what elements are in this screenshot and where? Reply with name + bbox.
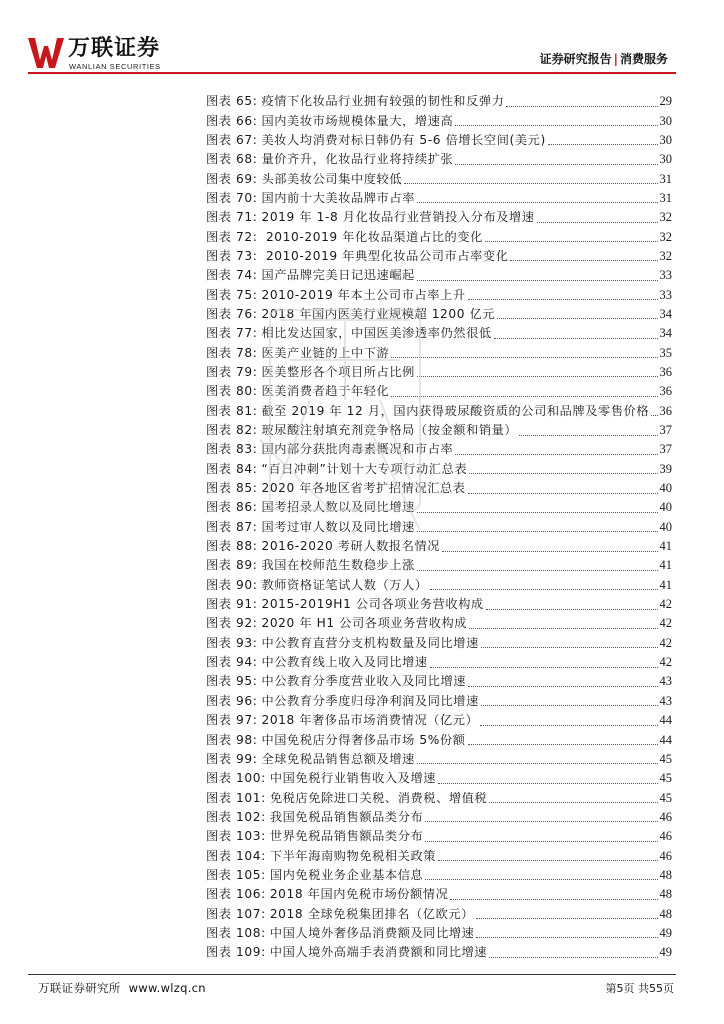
toc-row[interactable] [206,189,672,208]
toc-entry-label [206,769,436,788]
toc-figure-number: 图表 98: [206,732,258,747]
toc-entry-label [206,131,546,150]
toc-figure-number: 图表 91: [206,597,258,612]
toc-leader-dots [481,704,658,706]
toc-figure-number: 图表 105: [206,867,266,882]
toc-entry-label [206,189,415,208]
toc-figure-number: 图表 96: [206,693,258,708]
toc-row[interactable] [206,227,672,246]
toc-leader-dots [476,917,658,919]
toc-figure-number: 图表 86: [206,500,258,515]
toc-page-number: 33 [659,268,672,283]
toc-entry-label [206,498,415,517]
toc-leader-dots [417,762,658,764]
toc-figure-title: 2018 年国内免税市场份额情况 [269,887,449,902]
toc-row[interactable] [206,537,672,556]
toc-entry-label [206,305,495,324]
toc-entry-label [206,731,466,750]
toc-figure-title: 下半年海南购物免税相关政策 [269,848,437,863]
toc-row[interactable] [206,808,672,827]
toc-leader-dots [391,356,657,358]
toc-entry-label [206,905,474,924]
toc-figure-title: 医美消费者趋于年轻化 [261,384,390,399]
toc-entry-label [206,170,402,189]
toc-figure-number: 图表 102: [206,809,266,824]
toc-figure-title: 头部美妆公司集中度较低 [261,171,403,186]
toc-leader-dots [468,743,658,745]
toc-row[interactable] [206,402,672,421]
toc-figure-title: 我国在校师范生数稳步上涨 [261,558,415,573]
toc-page-number: 33 [659,287,672,302]
toc-page-number: 49 [659,945,672,960]
toc-leader-dots [425,878,657,880]
toc-page-number: 45 [659,790,672,805]
toc-leader-dots [391,395,657,397]
toc-leader-dots [519,434,657,436]
toc-page-number: 35 [659,345,672,360]
toc-page-number: 46 [659,829,672,844]
toc-entry-label [206,576,428,595]
toc-page-number: 44 [659,732,672,747]
toc-figure-number: 图表 108: [206,925,266,940]
toc-leader-dots [450,898,657,900]
toc-page-number: 31 [659,190,672,205]
toc-row[interactable] [206,324,672,343]
toc-figure-title: 中国免税店分得奢侈品市场 5%份额 [261,732,466,747]
toc-figure-title: 国内前十大美妆品牌市占率 [261,190,415,205]
toc-entry-label [206,556,415,575]
toc-figure-number: 图表 74: [206,268,258,283]
toc-figure-title: 中公教育分季度营业收入及同比增速 [261,674,467,689]
toc-figure-title: 中国免税行业销售收入及增速 [269,771,437,786]
table-of-figures [206,92,672,962]
toc-leader-dots [480,724,657,726]
toc-row[interactable] [206,266,672,285]
toc-leader-dots [468,685,657,687]
toc-row[interactable] [206,595,672,614]
toc-leader-dots [417,511,658,513]
toc-leader-dots [455,163,657,165]
toc-page-number: 37 [659,442,672,457]
toc-row[interactable] [206,827,672,846]
toc-figure-title: 2018 全球免税集团排名（亿欧元） [269,906,474,921]
toc-entry-label [206,266,415,285]
toc-leader-dots [494,337,658,339]
toc-leader-dots [438,782,657,784]
toc-figure-number: 图表 68: [206,152,258,167]
toc-figure-title: 中国人境外奢侈品消费额及同比增速 [269,925,475,940]
toc-figure-title: 2015-2019H1 公司各项业务营收构成 [261,597,484,612]
toc-leader-dots [438,859,657,861]
toc-page-number: 30 [659,132,672,147]
toc-figure-title: 2019 年 1-8 月化妆品行业营销投入分布及增速 [261,210,535,225]
toc-entry-label [206,924,474,943]
toc-page-number: 30 [659,113,672,128]
toc-figure-number: 图表 75: [206,287,258,302]
toc-leader-dots [468,298,658,300]
toc-row[interactable] [206,904,672,923]
toc-page-number: 42 [659,655,672,670]
toc-entry-label [206,672,466,691]
company-logo [28,36,208,72]
toc-leader-dots [404,182,657,184]
toc-figure-number: 图表 71: [206,210,258,225]
toc-figure-number: 图表 65: [206,94,258,109]
toc-page-number: 40 [659,500,672,515]
toc-page-number: 29 [659,94,672,109]
toc-leader-dots [537,221,658,223]
toc-entry-label [206,518,415,537]
toc-figure-number: 图表 109: [206,945,266,960]
toc-leader-dots [442,550,657,552]
toc-row[interactable] [206,846,672,865]
toc-page-number: 49 [659,925,672,940]
toc-leader-dots [548,143,658,145]
toc-page-number: 36 [659,403,672,418]
toc-entry-label [206,150,453,169]
toc-row[interactable] [206,479,672,498]
toc-figure-title: 中公教育直营分支机构数量及同比增速 [261,635,479,650]
toc-leader-dots [481,646,658,648]
toc-page-number: 44 [659,713,672,728]
toc-figure-title: 中公教育线上收入及同比增速 [261,655,428,670]
toc-row[interactable] [206,460,672,479]
toc-figure-title: 2010-2019 年化妆品渠道占比的变化 [261,229,483,244]
toc-leader-dots [455,453,657,455]
toc-entry-label [206,634,479,653]
toc-leader-dots [455,124,657,126]
report-sector: 消费服务 [619,52,668,66]
toc-leader-dots [425,820,657,822]
toc-leader-dots [486,608,658,610]
toc-leader-dots [430,588,658,590]
toc-entry-label [206,614,467,633]
toc-figure-title: 相比发达国家，中国医美渗透率仍然很低 [261,326,492,341]
toc-page-number: 40 [659,519,672,534]
toc-entry-label [206,460,467,479]
toc-figure-number: 图表 79: [206,364,258,379]
toc-figure-number: 图表 88: [206,539,258,554]
toc-figure-title: 国内美妆市场规模体量大，增速高 [261,113,454,128]
toc-row[interactable] [206,343,672,362]
report-category [540,50,668,67]
toc-page-number: 46 [659,848,672,863]
toc-figure-number: 图表 101: [206,790,266,805]
toc-figure-title: 2018 年国内医美行业规模超 1200 亿元 [261,306,496,321]
toc-entry-label [206,92,504,111]
toc-row[interactable] [206,769,672,788]
toc-entry-label [206,382,389,401]
toc-leader-dots [485,240,658,242]
toc-figure-title: 2010-2019 年本土公司市占率上升 [261,287,466,302]
toc-figure-title: 中公教育分季度归母净利润及同比增速 [261,693,479,708]
toc-figure-number: 图表 81: [206,403,258,418]
toc-row[interactable] [206,634,672,653]
toc-figure-number: 图表 67: [206,132,258,147]
toc-entry-label [206,324,492,343]
toc-row[interactable] [206,131,672,150]
toc-figure-number: 图表 100: [206,771,266,786]
toc-leader-dots [417,375,658,377]
toc-leader-dots [489,801,657,803]
toc-entry-label [206,479,466,498]
footer-source [38,980,206,996]
toc-row[interactable] [206,866,672,885]
toc-entry-label [206,363,415,382]
toc-row[interactable] [206,421,672,440]
toc-entry-label [206,537,440,556]
toc-row[interactable] [206,711,672,730]
toc-entry-label [206,866,423,885]
toc-leader-dots [476,936,657,938]
toc-page-number: 41 [659,558,672,573]
toc-page-number: 34 [659,326,672,341]
toc-figure-title: 2018 年奢侈品市场消费情况（亿元） [261,713,479,728]
toc-entry-label [206,440,453,459]
toc-entry-label [206,750,415,769]
toc-entry-label [206,421,517,440]
toc-leader-dots [506,105,657,107]
toc-entry-label [206,112,453,131]
toc-figure-title: 截至 2019 年 12 月，国内获得玻尿酸资质的公司和品牌及零售价格 [261,403,650,418]
toc-leader-dots [651,414,657,416]
toc-row[interactable] [206,150,672,169]
header-divider [28,72,676,74]
toc-row[interactable] [206,885,672,904]
toc-figure-number: 图表 84: [206,461,258,476]
toc-row[interactable] [206,924,672,943]
toc-figure-title: “百日冲刺”计划十大专项行动汇总表 [261,461,468,476]
toc-figure-number: 图表 99: [206,751,258,766]
header-separator: | [613,52,618,66]
toc-row[interactable] [206,750,672,769]
toc-leader-dots [497,317,657,319]
toc-page-number: 32 [659,210,672,225]
toc-page-number: 36 [659,384,672,399]
toc-row[interactable] [206,111,672,130]
toc-page-number: 48 [659,887,672,902]
toc-figure-number: 图表 104: [206,848,266,863]
toc-figure-title: 我国免税品销售额品类分布 [269,809,424,824]
toc-page-number: 46 [659,809,672,824]
toc-row[interactable] [206,169,672,188]
toc-page-number: 36 [659,364,672,379]
toc-page-number: 40 [659,481,672,496]
toc-row[interactable] [206,943,672,962]
toc-figure-number: 图表 66: [206,113,258,128]
toc-page-number: 32 [659,229,672,244]
toc-figure-number: 图表 92: [206,616,258,631]
toc-leader-dots [469,627,657,629]
toc-entry-label [206,228,483,247]
footer-divider [28,974,676,975]
toc-figure-number: 图表 87: [206,519,258,534]
toc-figure-title: 2010-2019 年典型化妆品公司市占率变化 [261,248,509,263]
toc-row[interactable] [206,208,672,227]
toc-page-number: 45 [659,771,672,786]
toc-page-number: 39 [659,461,672,476]
toc-figure-title: 国内免税业务企业基本信息 [269,867,424,882]
toc-page-number: 42 [659,616,672,631]
toc-figure-number: 图表 73: [206,248,258,263]
toc-row[interactable] [206,672,672,691]
toc-figure-number: 图表 77: [206,326,258,341]
toc-figure-number: 图表 85: [206,481,258,496]
toc-figure-title: 中国人境外高端手表消费额和同比增速 [269,945,488,960]
wanlian-logo-icon [28,36,64,70]
toc-page-number: 41 [659,539,672,554]
toc-figure-title: 医美产业链的上中下游 [261,345,390,360]
toc-figure-number: 图表 76: [206,306,258,321]
toc-figure-number: 图表 90: [206,577,258,592]
toc-entry-label [206,827,423,846]
toc-page-number: 41 [659,577,672,592]
toc-figure-title: 国内部分获批肉毒素概况和市占率 [261,442,454,457]
toc-row[interactable] [206,730,672,749]
toc-row[interactable] [206,788,672,807]
toc-figure-title: 量价齐升，化妆品行业将持续扩张 [261,152,454,167]
toc-figure-title: 全球免税品销售总额及增速 [261,751,415,766]
page-header [0,0,724,80]
toc-figure-number: 图表 89: [206,558,258,573]
toc-leader-dots [417,530,658,532]
toc-row[interactable] [206,285,672,304]
toc-entry-label [206,711,478,730]
toc-page-number: 45 [659,751,672,766]
toc-figure-number: 图表 72: [206,229,258,244]
toc-figure-title: 美妆人均消费对标日韩仍有 5-6 倍增长空间(美元) [261,132,546,147]
toc-entry-label [206,885,448,904]
toc-figure-title: 教师资格证笔试人数（万人） [261,577,428,592]
toc-row[interactable] [206,363,672,382]
toc-row[interactable] [206,247,672,266]
toc-figure-title: 2020 年各地区省考扩招情况汇总表 [261,481,466,496]
toc-figure-number: 图表 83: [206,442,258,457]
toc-figure-number: 图表 69: [206,171,258,186]
footer-page-info: 第5页 共55页 [605,982,674,995]
toc-entry-label [206,208,535,227]
toc-entry-label [206,808,423,827]
toc-page-number: 43 [659,674,672,689]
toc-row[interactable] [206,576,672,595]
toc-figure-title: 2020 年 H1 公司各项业务营收构成 [261,616,468,631]
toc-figure-title: 免税店免除进口关税、消费税、增值税 [269,790,488,805]
toc-row[interactable] [206,518,672,537]
toc-page-number: 34 [659,306,672,321]
toc-figure-number: 图表 78: [206,345,258,360]
toc-page-number: 43 [659,693,672,708]
toc-page-number: 48 [659,906,672,921]
toc-row[interactable] [206,692,672,711]
toc-leader-dots [468,492,658,494]
toc-entry-label [206,402,649,421]
toc-leader-dots [510,259,657,261]
toc-entry-label [206,789,487,808]
toc-figure-title: 玻尿酸注射填充剂竞争格局（按金额和销量） [261,423,518,438]
toc-row[interactable] [206,305,672,324]
toc-figure-title: 疫情下化妆品行业拥有较强的韧性和反弹力 [261,94,505,109]
toc-figure-title: 国考招录人数以及同比增速 [261,500,415,515]
toc-page-number: 32 [659,248,672,263]
toc-row[interactable] [206,382,672,401]
toc-entry-label [206,847,436,866]
toc-figure-title: 国产品牌完美日记迅速崛起 [261,268,415,283]
toc-figure-number: 图表 97: [206,713,258,728]
toc-figure-number: 图表 80: [206,384,258,399]
toc-page-number: 42 [659,597,672,612]
toc-leader-dots [417,201,658,203]
toc-row[interactable] [206,92,672,111]
toc-entry-label [206,344,389,363]
footer-org: 万联证券研究所 [38,981,121,995]
toc-row[interactable] [206,614,672,633]
toc-figure-number: 图表 93: [206,635,258,650]
toc-page-number: 31 [659,171,672,186]
toc-row[interactable] [206,440,672,459]
toc-entry-label [206,286,466,305]
toc-entry-label [206,943,487,962]
toc-leader-dots [430,666,658,668]
footer-url: www.wlzq.cn [128,981,206,995]
toc-page-number: 30 [659,152,672,167]
toc-figure-title: 2016-2020 考研人数报名情况 [261,539,441,554]
toc-row[interactable] [206,653,672,672]
toc-figure-number: 图表 106: [206,887,266,902]
toc-figure-number: 图表 94: [206,655,258,670]
report-type: 证券研究报告 [539,52,612,66]
toc-leader-dots [469,472,657,474]
toc-row[interactable] [206,556,672,575]
toc-leader-dots [417,569,658,571]
toc-leader-dots [417,279,658,281]
toc-leader-dots [425,840,657,842]
logo-english-name: WANLIAN SECURITIES [69,62,161,71]
toc-figure-title: 世界免税品销售额品类分布 [269,829,424,844]
toc-entry-label [206,595,484,614]
toc-page-number: 48 [659,867,672,882]
toc-row[interactable] [206,498,672,517]
toc-figure-number: 图表 70: [206,190,258,205]
toc-entry-label [206,692,479,711]
toc-page-number: 37 [659,423,672,438]
toc-figure-number: 图表 107: [206,906,266,921]
toc-entry-label [206,653,428,672]
toc-figure-title: 医美整形各个项目所占比例 [261,364,415,379]
toc-figure-number: 图表 103: [206,829,266,844]
toc-figure-number: 图表 95: [206,674,258,689]
toc-leader-dots [489,956,657,958]
toc-page-number: 42 [659,635,672,650]
toc-figure-number: 图表 82: [206,423,258,438]
toc-entry-label [206,247,508,266]
toc-figure-title: 国考过审人数以及同比增速 [261,519,415,534]
logo-chinese-name: 万联证券 [68,36,161,61]
